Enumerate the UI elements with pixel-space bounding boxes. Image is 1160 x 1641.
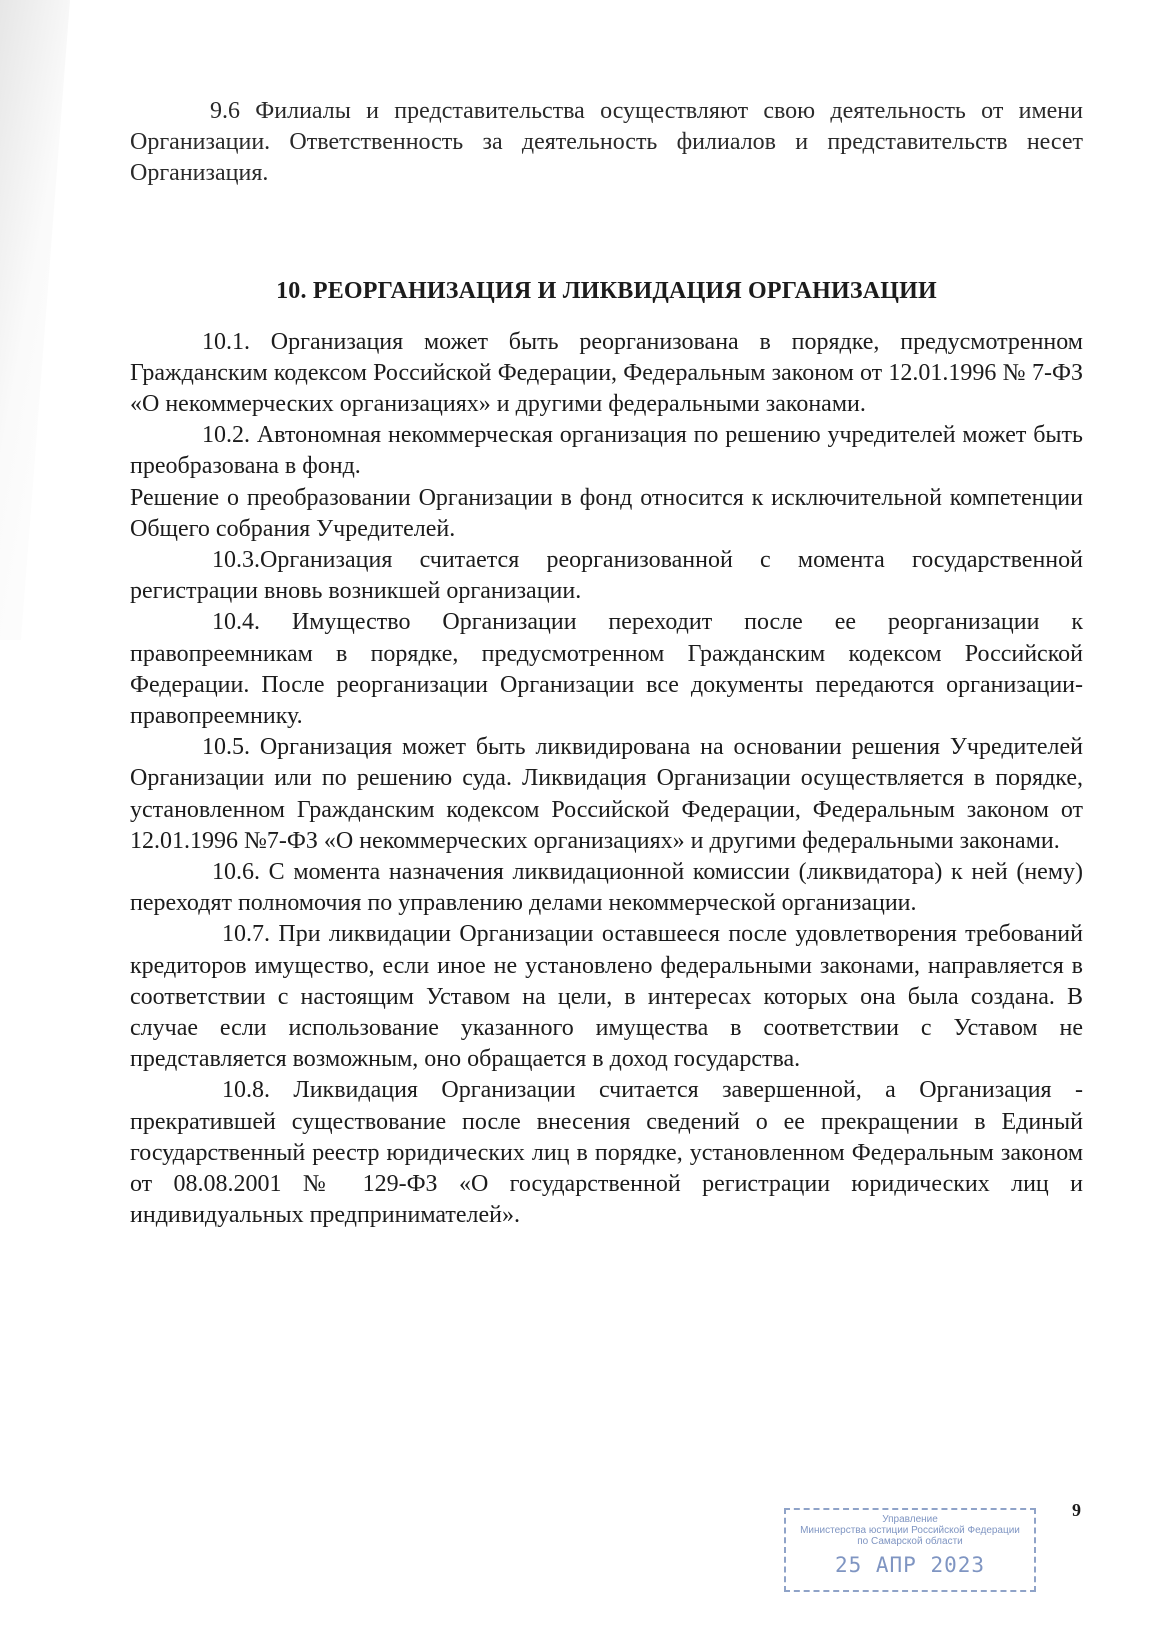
stamp-line-3: по Самарской области [857, 1536, 963, 1547]
paragraph-10-3: 10.3.Организация считается реорганизованной с момента государственной регистрации вновь возникшей организации. [130, 547, 1083, 605]
paragraph-10-8: 10.8. Ликвидация Организации считается завершенной, а Организация - прекратившей существование после внесения сведений о ее прекращении в Единый государственный реестр юридических лиц в порядке, установленном Федеральным законом от 08.08.2001 № 129-ФЗ «О государственной регистрации юридических лиц и индивидуальных предпринимателей». [130, 1077, 1083, 1229]
stamp-date: 25 АПР 2023 [834, 1553, 986, 1577]
page-edge-shadow [0, 0, 70, 640]
paragraph-10-1: 10.1. Организация может быть реорганизована в порядке, предусмотренном Гражданским кодексом Российской Федерации, Федеральным законом от 12.01.1996 № 7-ФЗ «О некоммерческих организациях» и другими федеральными законами. [130, 328, 1083, 418]
page-number: 9 [1072, 1500, 1081, 1520]
document-body [130, 96, 1083, 1232]
paragraph-9-6: 9.6 Филиалы и представительства осуществляют свою деятельность от имени Организации. Ответственность за деятельность филиалов и представительств несет Организация. [130, 98, 1083, 187]
paragraph-10-6: 10.6. С момента назначения ликвидационной комиссии (ликвидатора) к ней (нему) переходят полномочия по управлению делами некоммерческой организации. [130, 859, 1083, 917]
registration-stamp [784, 1508, 1036, 1592]
stamp-line-1: Управление [882, 1514, 938, 1525]
paragraph-10-7: 10.7. При ликвидации Организации оставшееся после удовлетворения требований кредиторов имущество, если иное не установлено федеральными законами, направляется в соответствии с настоящим Уставом на цели, в интересах которых она была создана. В случае если использование указанного имущества в соответствии с Уставом не представляется возможным, оно обращается в доход государства. [130, 921, 1083, 1073]
paragraph-10-2: 10.2. Автономная некоммерческая организация по решению учредителей может быть преобразована в фонд. [130, 422, 1083, 480]
paragraph-10-2-decision: Решение о преобразовании Организации в фонд относится к исключительной компетенции Общего собрания Учредителей. [130, 484, 1083, 542]
section-title: 10. РЕОРГАНИЗАЦИЯ И ЛИКВИДАЦИЯ ОРГАНИЗАЦИИ [276, 277, 937, 304]
stamp-line-2: Министерства юстиции Российской Федерации [800, 1525, 1020, 1536]
paragraph-10-4: 10.4. Имущество Организации переходит после ее реорганизации к правопреемникам в порядке, предусмотренном Гражданским кодексом Российской Федерации. После реорганизации Организации все документы передаются организации-правопреемнику. [130, 609, 1083, 730]
paragraph-10-5: 10.5. Организация может быть ликвидирована на основании решения Учредителей Организации или по решению суда. Ликвидация Организации осуществляется в порядке, установленном Гражданским кодексом Российской Федерации, Федеральным законом от 12.01.1996 №7-ФЗ «О некоммерческих организациях» и другими федеральными законами. [130, 734, 1083, 854]
